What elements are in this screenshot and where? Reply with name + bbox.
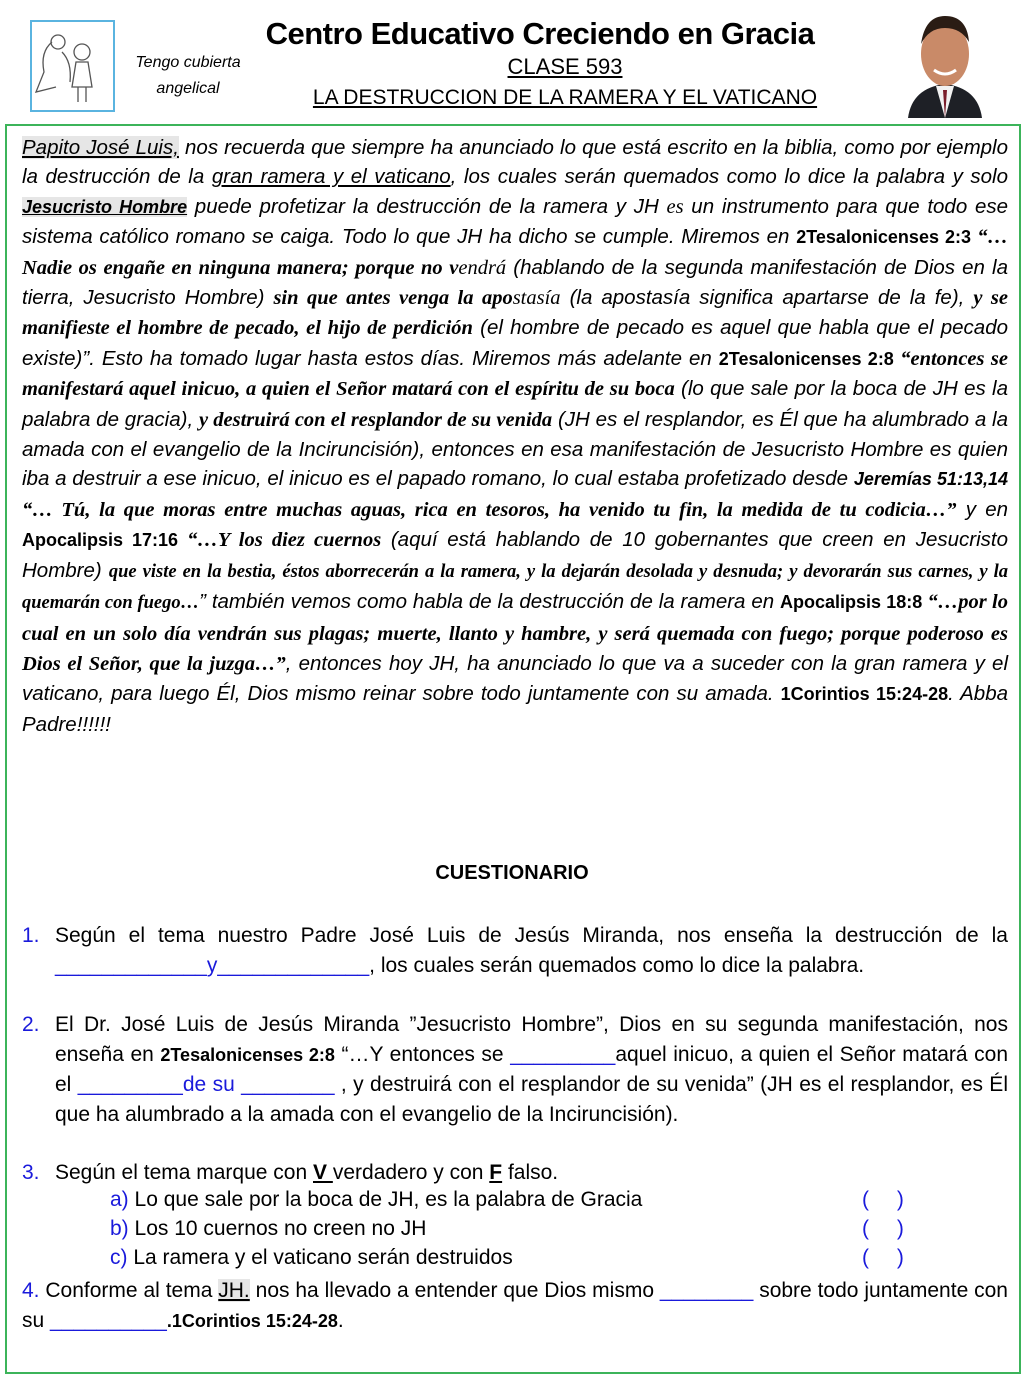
bible-reference: 2Tesalonicenses 2:8 bbox=[718, 348, 894, 369]
question-text: sobre todo juntamente con su bbox=[22, 1279, 1008, 1332]
question-text: “…Y entonces se bbox=[334, 1042, 511, 1066]
bible-reference: .1Corintios 15:24-28 bbox=[166, 1310, 338, 1331]
answer-blank[interactable]: __________ bbox=[50, 1308, 167, 1332]
speaker-photo bbox=[904, 14, 986, 118]
body-text: gran ramera y el vaticano bbox=[211, 165, 451, 189]
bible-reference: 2Tesalonicenses 2:3 bbox=[796, 227, 972, 248]
scripture-quote: “…Y los diez cuernos bbox=[178, 529, 382, 552]
option-a bbox=[110, 1188, 642, 1212]
bible-reference: 2Tesalonicenses 2:8 bbox=[160, 1044, 335, 1065]
question-number: 4. bbox=[22, 1279, 40, 1302]
scripture-quote: “entonces se manifestará aquel inicuo, a quien el Señor matará con el espíritu de su boca bbox=[22, 347, 1008, 401]
body-text: (el hombre de pecado es aquel que habla que el pecado existe)”. Esto ha tomado lugar hasta estos días. Miremos más adelante en bbox=[22, 316, 1008, 370]
option-text: Los 10 cuernos no creen no JH bbox=[134, 1217, 427, 1240]
answer-blank[interactable]: ________ bbox=[659, 1279, 754, 1302]
body-text: Jesucristo Hombre bbox=[22, 196, 188, 217]
body-text: ” también vemos como habla de la destrucción de la ramera en bbox=[199, 590, 780, 614]
option-text: Lo que sale por la boca de JH, es la palabra de Gracia bbox=[134, 1188, 643, 1211]
lesson-body bbox=[22, 133, 1008, 739]
class-number bbox=[230, 54, 900, 80]
question-text: Según el tema marque con bbox=[55, 1161, 313, 1184]
scripture-quote: “…por lo cual en un solo día vendrán sus plagas; muerte, llanto y hambre, y será quemada con fuego; porque poderoso es Dios el Señor, que la juzga…” bbox=[22, 591, 1008, 675]
scripture-quote: “… Tú, la que moras entre muchas aguas, rica en tesoros, ha venido tu fin, la medida de tu codicia…” bbox=[22, 498, 957, 521]
tagline-line: Tengo cubierta bbox=[135, 54, 241, 71]
body-text: (lo que sale por la boca de JH es la palabra de gracia), bbox=[22, 377, 1008, 431]
body-text: stasía bbox=[512, 287, 561, 310]
body-text: (la apostasía significa apartarse de la fe), bbox=[560, 286, 974, 310]
false-marker: F bbox=[489, 1161, 503, 1184]
body-text: (JH es el resplandor, es Él que ha alumbrado a la amada con el evangelio de la Inciruncisión), entonces en esa manifestación de Jesucristo Hombre es quien iba a destruir a ese inicuo, el inicuo es el papado romano, lo cual estaba profetizado desde bbox=[22, 407, 1008, 491]
body-text: un instrumento para que todo ese sistema católico romano se caiga. Todo lo que JH ha dicho se cumple. Miremos en bbox=[22, 194, 1008, 249]
body-text: (hablando de la segunda manifestación de Dios en la tierra, Jesucristo Hombre) bbox=[22, 255, 1009, 310]
question-number: 3. bbox=[22, 1161, 40, 1184]
answer-blank[interactable]: _____________y_____________ bbox=[55, 953, 370, 977]
body-text: puede profetizar la destrucción de la ramera y JH bbox=[187, 194, 667, 218]
highlighted-term: JH. bbox=[218, 1279, 250, 1302]
question-3 bbox=[22, 1158, 1008, 1188]
body-text: Papito José Luis, bbox=[22, 136, 179, 159]
body-text: (aquí está hablando de 10 gobernantes que creen en Jesucristo Hombre) bbox=[22, 528, 1008, 582]
question-text: , los cuales serán quemados como lo dice la palabra. bbox=[369, 953, 865, 977]
scripture-quote: y destruirá con el resplandor de su venida bbox=[198, 408, 553, 431]
answer-box[interactable]: ( ) bbox=[862, 1217, 904, 1240]
questionnaire-heading: CUESTIONARIO bbox=[435, 862, 589, 884]
question-text: verdadero y con bbox=[332, 1161, 490, 1184]
question-text: falso. bbox=[502, 1161, 559, 1184]
tagline-line: angelical bbox=[156, 80, 220, 97]
option-b bbox=[110, 1217, 426, 1241]
body-text: , los cuales serán quemados como lo dice la palabra y solo bbox=[450, 165, 1009, 189]
question-text: Conforme al tema bbox=[39, 1279, 219, 1302]
body-text: es bbox=[666, 195, 684, 218]
scripture-quote: y se manifieste el hombre de pecado, el hijo de perdición bbox=[22, 287, 1008, 340]
bible-reference: 1Corintios 15:24-28 bbox=[780, 684, 949, 705]
class-label: CLASE 593 bbox=[507, 54, 623, 79]
option-c bbox=[110, 1246, 513, 1270]
question-text: nos ha llevado a entender que Dios mismo bbox=[249, 1279, 660, 1302]
option-letter: a) bbox=[110, 1188, 129, 1211]
lesson-title-text: LA DESTRUCCION DE LA RAMERA Y EL VATICANO bbox=[312, 86, 818, 109]
scripture-quote: que viste en la bestia, éstos aborrecerán a la ramera, y la dejarán desolada y desnuda; y devorarán sus carnes, y la quemarán con fuego… bbox=[22, 561, 1009, 614]
scripture-quote: “…Nadie os engañe en ninguna manera; porque no v bbox=[22, 226, 1009, 279]
body-text: endrá bbox=[458, 256, 507, 279]
answer-blank[interactable]: _________ bbox=[510, 1042, 616, 1066]
question-4 bbox=[22, 1276, 1008, 1336]
option-text: La ramera y el vaticano serán destruidos bbox=[133, 1246, 513, 1269]
question-text: aquel inicuo, a quien el Señor matará con el bbox=[55, 1042, 1009, 1096]
bible-reference: Apocalipsis 17:16 bbox=[22, 530, 179, 551]
angel-logo-image bbox=[30, 20, 115, 112]
body-text: y en bbox=[956, 497, 1008, 521]
answer-blank[interactable]: _________de su ________ bbox=[77, 1073, 335, 1096]
question-number: 1. bbox=[22, 924, 40, 947]
question-text: El Dr. José Luis de Jesús Miranda ”Jesucristo Hombre”, Dios en su segunda manifestación, nos enseña en bbox=[55, 1013, 1008, 1066]
option-letter: c) bbox=[110, 1246, 128, 1269]
true-marker: V bbox=[313, 1161, 333, 1184]
body-text: , entonces hoy JH, ha anunciado lo que va a suceder con la gran ramera y el vaticano, para luego Él, Dios mismo reinar sobre todo juntamente con su amada. bbox=[22, 651, 1009, 706]
bible-reference: Apocalipsis 18:8 bbox=[780, 592, 923, 613]
question-2 bbox=[22, 1010, 1008, 1129]
body-text: nos recuerda que siempre ha anunciado lo que está escrito en la biblia, como por ejemplo la destrucción de la bbox=[22, 136, 1009, 189]
bible-reference: Jeremías 51:13,14 bbox=[853, 469, 1009, 490]
body-text: . Abba Padre!!!!!! bbox=[22, 682, 1008, 736]
question-text: . bbox=[337, 1308, 344, 1332]
question-number: 2. bbox=[22, 1013, 40, 1036]
answer-box[interactable]: ( ) bbox=[862, 1246, 904, 1269]
lesson-title bbox=[230, 86, 900, 110]
question-text: , y destruirá con el resplandor de su venida” (JH es el resplandor, es Él que ha alumbrado a la amada con el evangelio de la Inciruncisión). bbox=[55, 1073, 1008, 1126]
option-letter: b) bbox=[110, 1217, 129, 1240]
answer-box[interactable]: ( ) bbox=[862, 1188, 904, 1211]
page-title: Centro Educativo Creciendo en Gracia bbox=[265, 16, 815, 51]
question-1 bbox=[22, 921, 1008, 980]
scripture-quote: sin que antes venga la apo bbox=[273, 287, 513, 310]
question-text: Según el tema nuestro Padre José Luis de Jesús Miranda, nos enseña la destrucción de la bbox=[55, 924, 1008, 947]
